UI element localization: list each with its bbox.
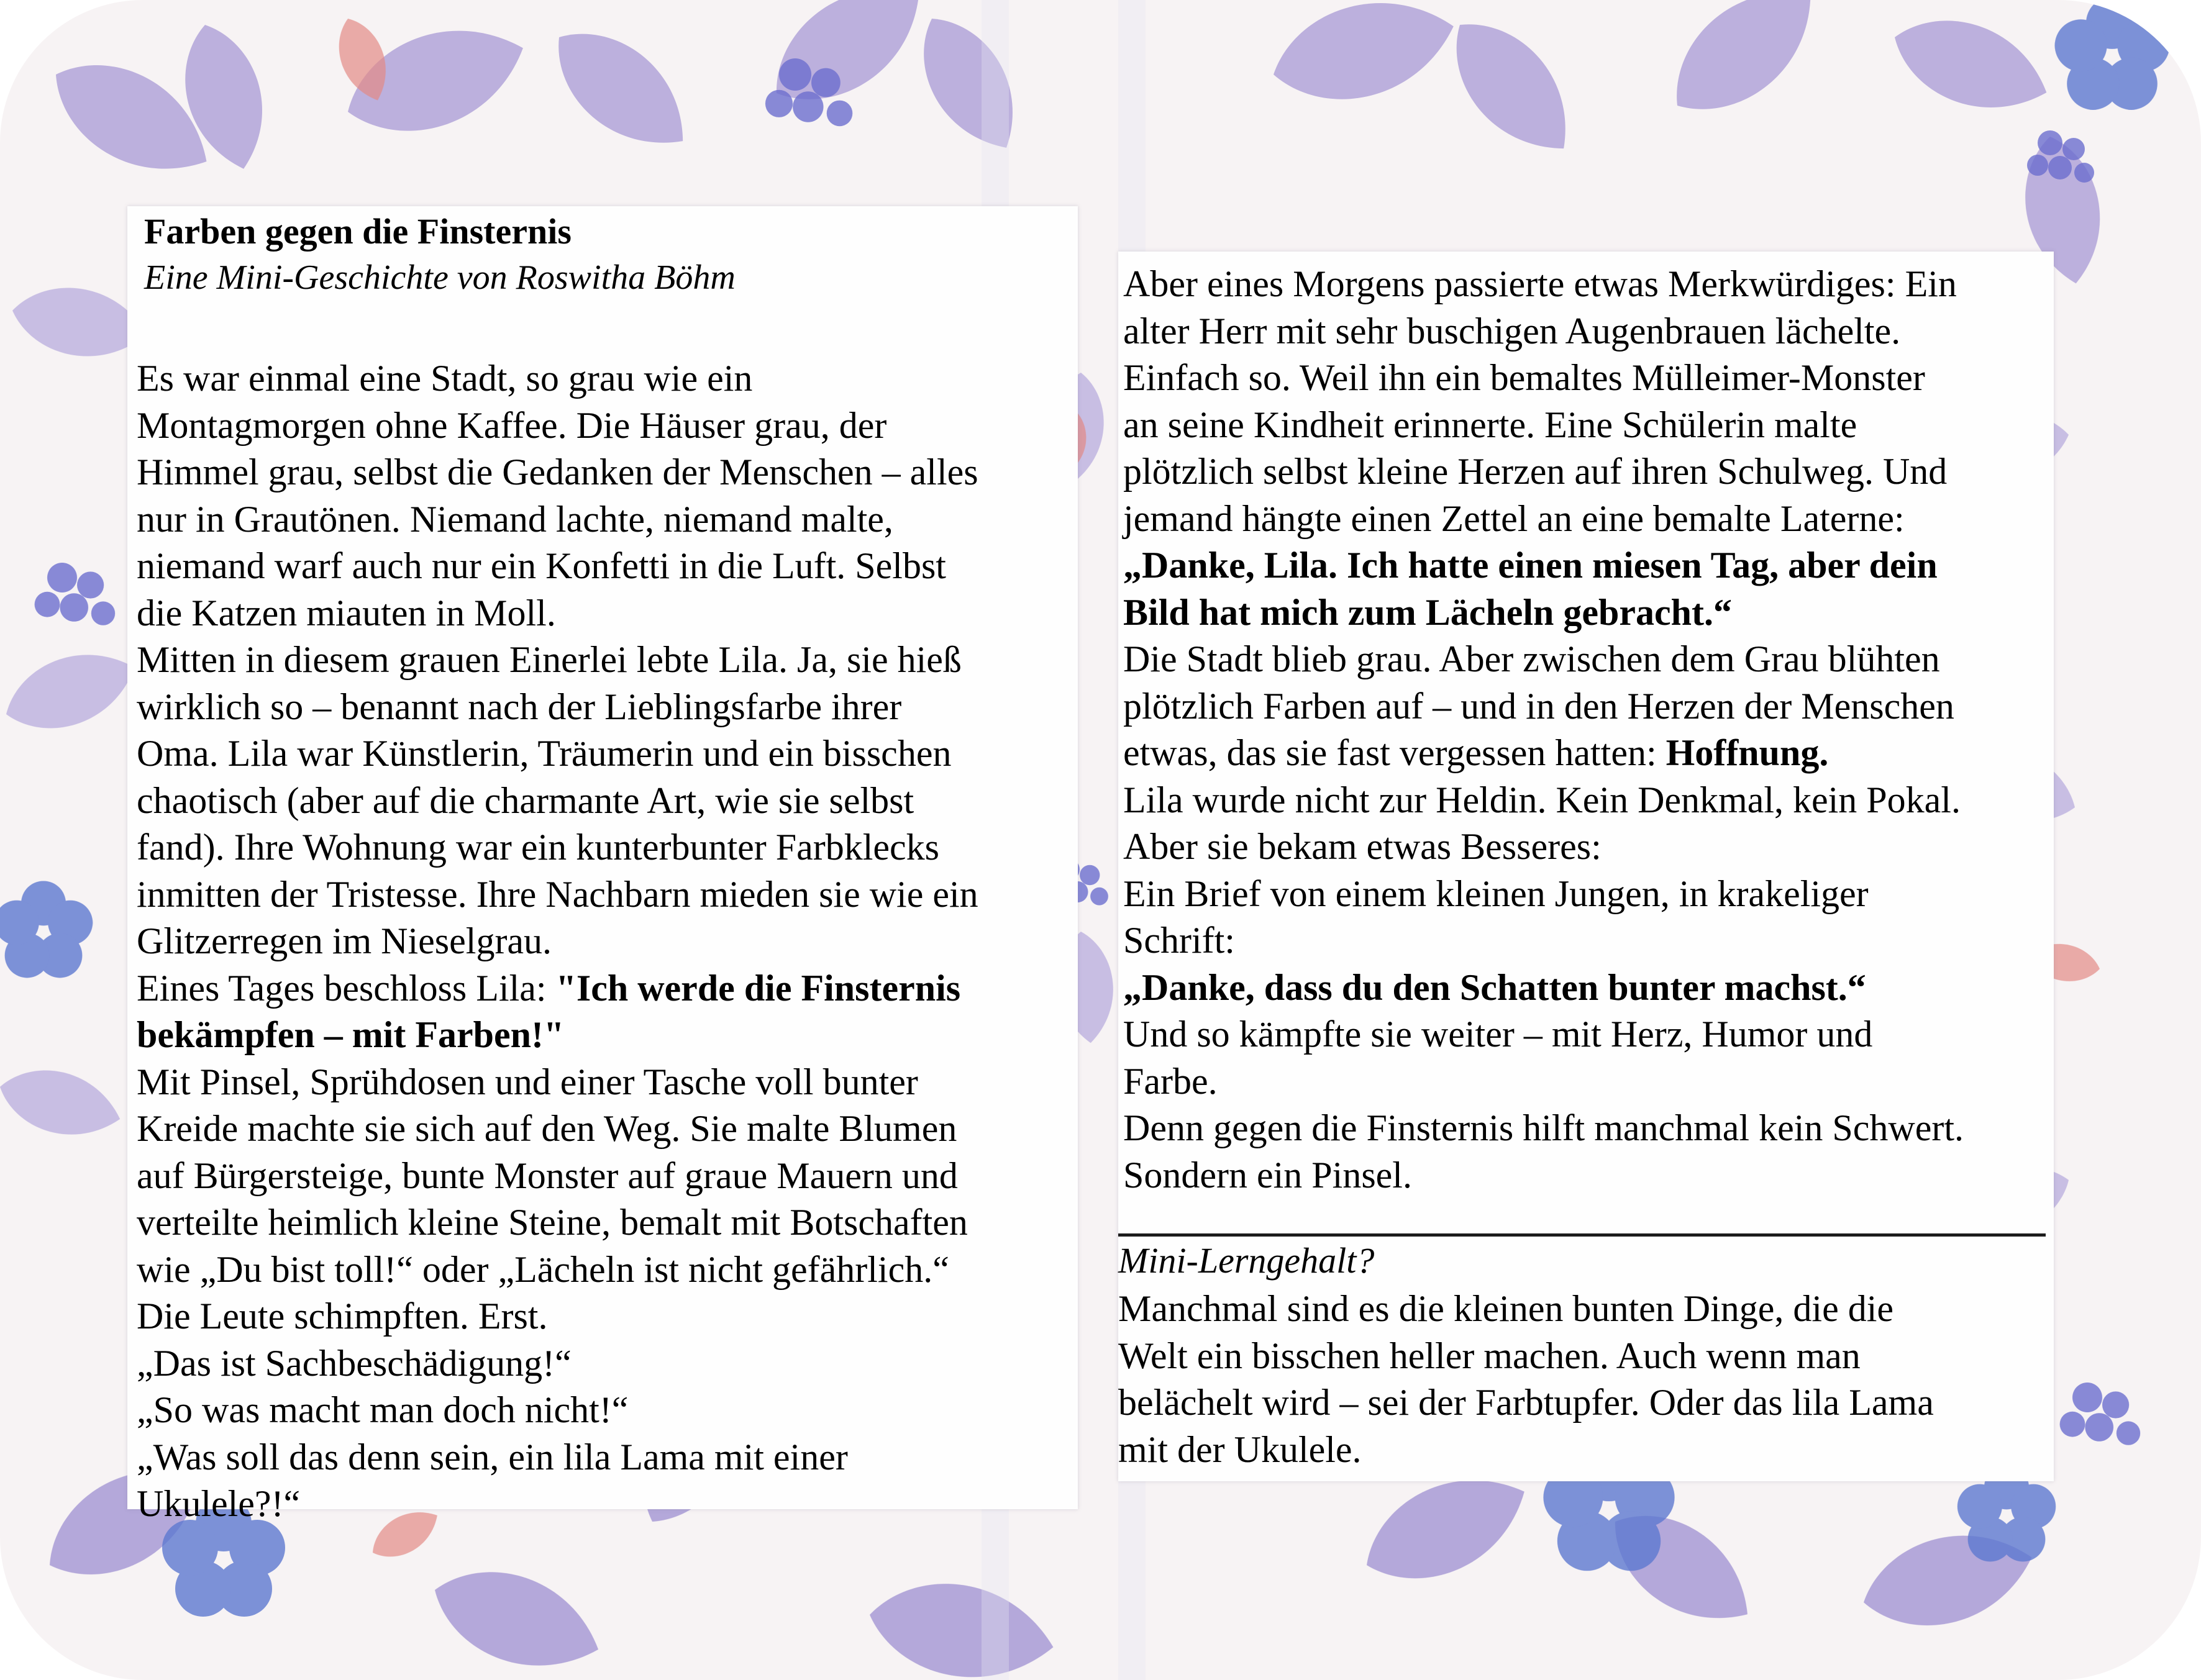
story-line-part: etwas, das sie fast vergessen hatten:	[1123, 732, 1666, 773]
story-line: Himmel grau, selbst die Gedanken der Menschen – alles	[137, 452, 978, 493]
lesson-line: mit der Ukulele.	[1118, 1428, 1362, 1470]
lesson-line: belächelt wird – sei der Farbtupfer. Oder das lila Lama	[1118, 1382, 1934, 1423]
story-line: Ein Brief von einem kleinen Jungen, in krakeliger	[1123, 873, 1869, 914]
story-title: Farben gegen die Finsternis	[144, 211, 572, 252]
story-line: an seine Kindheit erinnerte. Eine Schülerin malte	[1123, 404, 1857, 445]
story-line: Es war einmal eine Stadt, so grau wie ein	[137, 358, 753, 399]
story-text-right	[1123, 261, 1964, 1199]
story-line	[1123, 589, 1964, 637]
story-line: verteilte heimlich kleine Steine, bemalt mit Botschaften	[137, 1202, 968, 1243]
story-line: „Das ist Sachbeschädigung!“	[137, 1342, 572, 1384]
story-line-mixed	[137, 965, 978, 1012]
story-line: „So was macht man doch nicht!“	[137, 1389, 629, 1430]
story-subtitle: Eine Mini-Geschichte von Roswitha Böhm	[144, 258, 736, 297]
lesson-text	[1118, 1286, 1934, 1473]
story-line: Farbe.	[1123, 1060, 1218, 1102]
story-line: Ukulele?!“	[137, 1483, 301, 1524]
story-line: Einfach so. Weil ihn ein bemaltes Mülleimer-Monster	[1123, 357, 1925, 398]
story-line: Aber sie bekam etwas Besseres:	[1123, 826, 1602, 867]
story-quote-bold: „Danke, dass du den Schatten bunter machst.“	[1123, 966, 1866, 1008]
story-line: Die Stadt blieb grau. Aber zwischen dem Grau blühten	[1123, 638, 1940, 679]
story-line: wie „Du bist toll!“ oder „Lächeln ist nicht gefährlich.“	[137, 1248, 949, 1290]
story-line: niemand warf auch nur ein Konfetti in die Luft. Selbst	[137, 545, 946, 586]
story-line: Oma. Lila war Künstlerin, Träumerin und ein bisschen	[137, 733, 952, 774]
story-quote-bold: Bild hat mich zum Lächeln gebracht.“	[1123, 591, 1733, 633]
story-line: Denn gegen die Finsternis hilft manchmal kein Schwert.	[1123, 1107, 1964, 1148]
story-line: fand). Ihre Wohnung war ein kunterbunter Farbklecks	[137, 827, 939, 868]
story-quote-bold: „Danke, Lila. Ich hatte einen miesen Tag, aber dein	[1123, 545, 1938, 586]
story-line: chaotisch (aber auf die charmante Art, wie sie selbst	[137, 779, 914, 821]
story-line	[1123, 542, 1964, 589]
story-line: Sondern ein Pinsel.	[1123, 1154, 1412, 1196]
story-line: Und so kämpfte sie weiter – mit Herz, Humor und	[1123, 1014, 1873, 1055]
story-line: Schrift:	[1123, 920, 1235, 961]
lesson-line: Manchmal sind es die kleinen bunten Dinge, die die	[1118, 1288, 1894, 1329]
lesson-line: Welt ein bisschen heller machen. Auch wenn man	[1118, 1335, 1861, 1376]
story-line: Montagmorgen ohne Kaffee. Die Häuser grau, der	[137, 404, 887, 446]
story-line: plötzlich selbst kleine Herzen auf ihren Schulweg. Und	[1123, 451, 1948, 492]
story-line: Lila wurde nicht zur Heldin. Kein Denkmal, kein Pokal.	[1123, 779, 1961, 820]
story-line	[1123, 965, 1964, 1012]
story-line: die Katzen miauten in Moll.	[137, 592, 556, 633]
story-line-part: Eines Tages beschloss Lila:	[137, 967, 556, 1009]
story-line: „Was soll das denn sein, ein lila Lama mit einer	[137, 1436, 848, 1478]
story-line-mixed	[1123, 730, 1964, 777]
story-line: inmitten der Tristesse. Ihre Nachbarn mieden sie wie ein	[137, 873, 978, 915]
story-quote-bold: "Ich werde die Finsternis	[555, 967, 961, 1009]
story-line: wirklich so – benannt nach der Lieblingsfarbe ihrer	[137, 686, 902, 727]
story-line: alter Herr mit sehr buschigen Augenbrauen lächelte.	[1123, 310, 1901, 352]
story-line: Aber eines Morgens passierte etwas Merkwürdiges: Ein	[1123, 263, 1957, 304]
story-keyword-bold: Hoffnung.	[1666, 732, 1829, 773]
story-line: Mit Pinsel, Sprühdosen und einer Tasche voll bunter	[137, 1061, 918, 1102]
story-line	[137, 1012, 978, 1059]
story-line: jemand hängte einen Zettel an eine bemalte Laterne:	[1123, 497, 1905, 539]
story-line: Kreide machte sie sich auf den Weg. Sie malte Blumen	[137, 1108, 957, 1149]
lesson-heading: Mini-Lerngehalt?	[1118, 1240, 1375, 1281]
story-line: Mitten in diesem grauen Einerlei lebte Lila. Ja, sie hieß	[137, 639, 962, 680]
story-quote-bold: bekämpfen – mit Farben!"	[137, 1014, 565, 1055]
story-line: Die Leute schimpften. Erst.	[137, 1296, 548, 1337]
story-line: plötzlich Farben auf – und in den Herzen der Menschen	[1123, 685, 1954, 727]
divider-rule	[1118, 1233, 2046, 1237]
story-line: auf Bürgersteige, bunte Monster auf graue Mauern und	[137, 1155, 958, 1196]
story-line: nur in Grautönen. Niemand lachte, niemand malte,	[137, 498, 893, 540]
story-text-left	[137, 355, 978, 1528]
story-line: Glitzerregen im Nieselgrau.	[137, 920, 552, 961]
